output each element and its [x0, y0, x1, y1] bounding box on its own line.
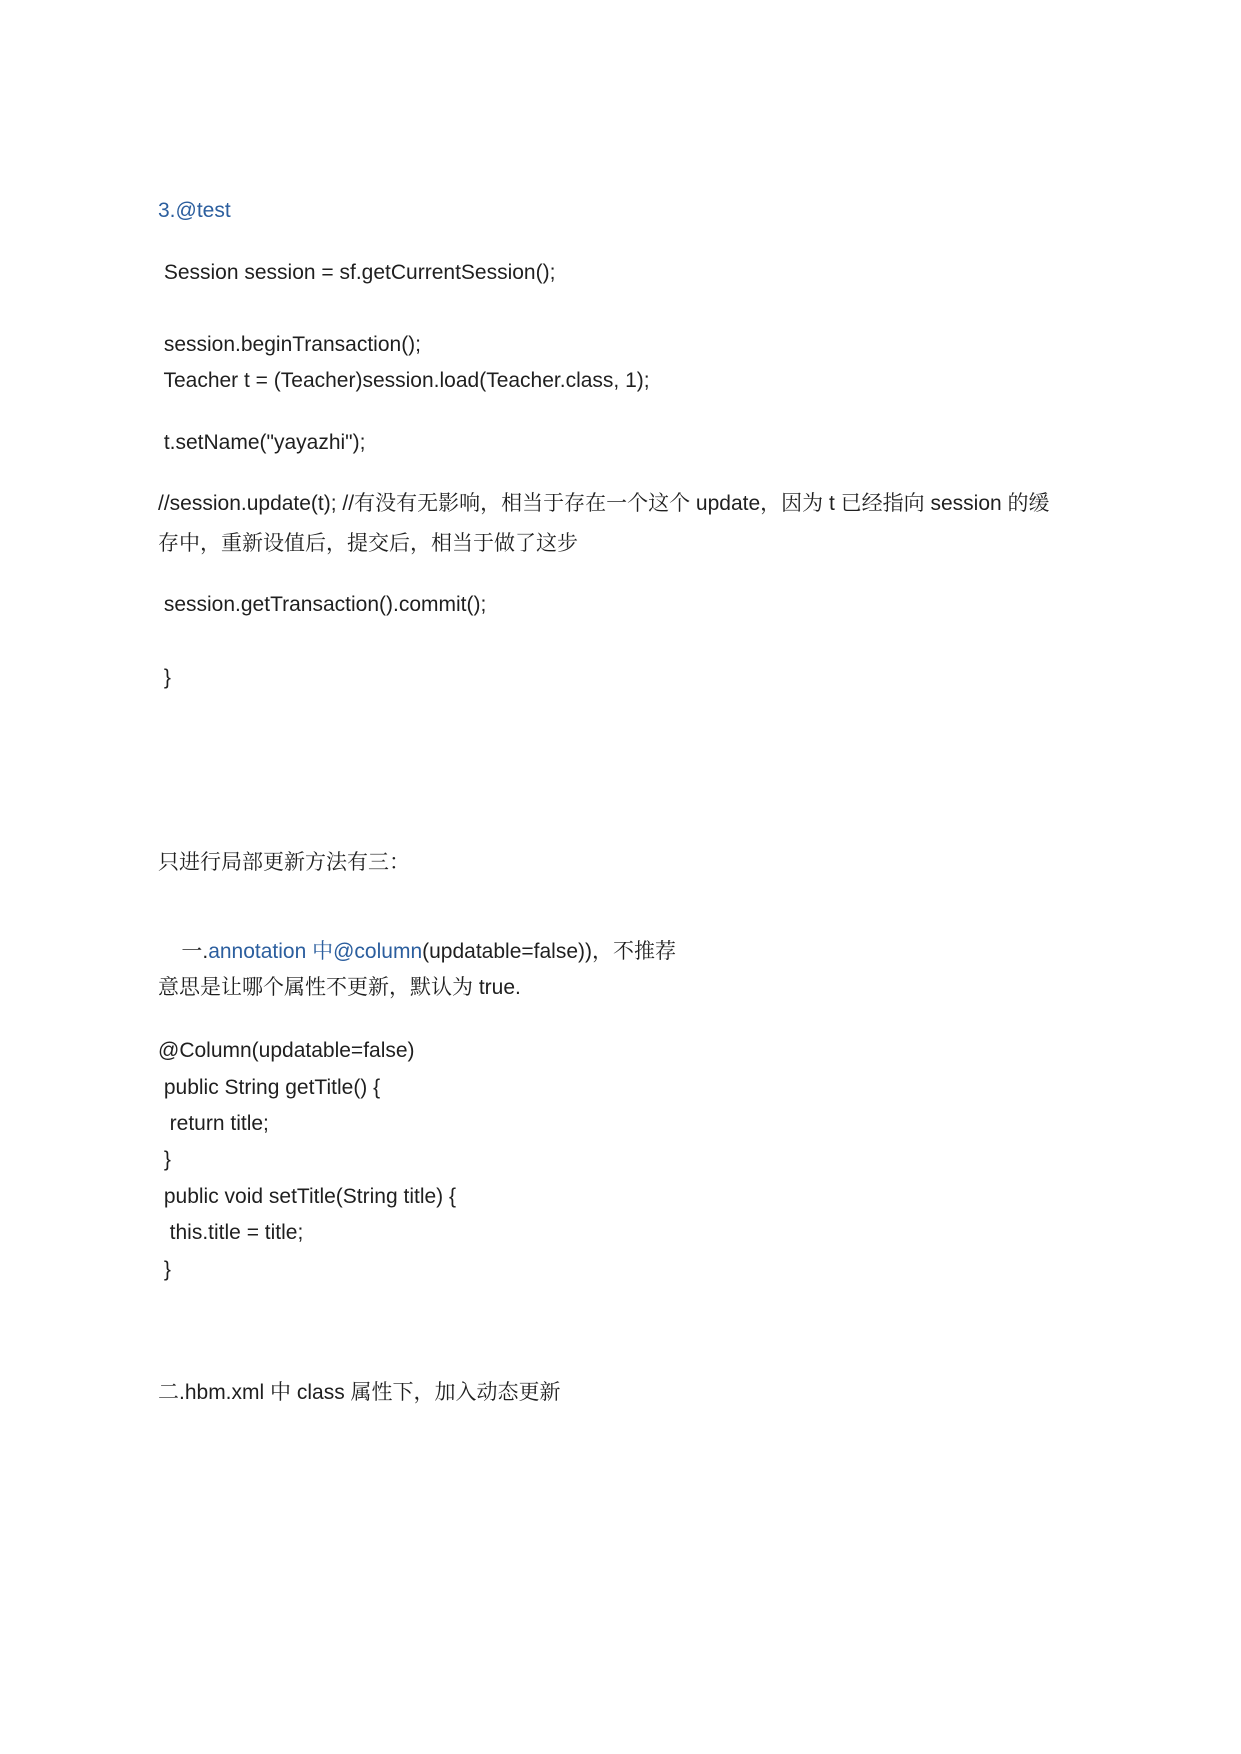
code-line: } — [158, 1258, 171, 1281]
paragraph: 二.hbm.xml 中 class 属性下，加入动态更新 — [158, 1381, 561, 1404]
code-line: session.beginTransaction(); — [158, 333, 422, 356]
code-line: } — [158, 666, 171, 689]
method-prefix: 一. — [181, 940, 209, 963]
method-suffix: (updatable=false))，不推荐 — [422, 940, 676, 963]
code-line: public void setTitle(String title) { — [158, 1185, 457, 1208]
code-line: session.getTransaction().commit(); — [158, 593, 487, 616]
code-line: Session session = sf.getCurrentSession(); — [158, 261, 556, 284]
annotation-link[interactable]: annotation 中@column — [208, 940, 423, 963]
code-line: this.title = title; — [158, 1221, 304, 1244]
code-line: } — [158, 1148, 171, 1171]
code-comment: //session.update(t); //有没有无影响，相当于存在一个这个 update，因为 t 已经指向 session 的缓存中，重新设值后，提交后，相当于做了这步 — [158, 492, 1050, 555]
code-line: public String getTitle() { — [158, 1076, 381, 1099]
code-line: t.setName("yayazhi"); — [158, 431, 366, 454]
paragraph: 只进行局部更新方法有三： — [158, 851, 410, 874]
code-line: @Column(updatable=false) — [158, 1039, 415, 1062]
section-heading: 3.@test — [158, 199, 231, 222]
paragraph: 意思是让哪个属性不更新，默认为 true. — [158, 976, 521, 999]
method-item — [158, 913, 676, 963]
code-line: Teacher t = (Teacher)session.load(Teacher.class, 1); — [158, 369, 650, 392]
code-line: return title; — [158, 1112, 269, 1135]
